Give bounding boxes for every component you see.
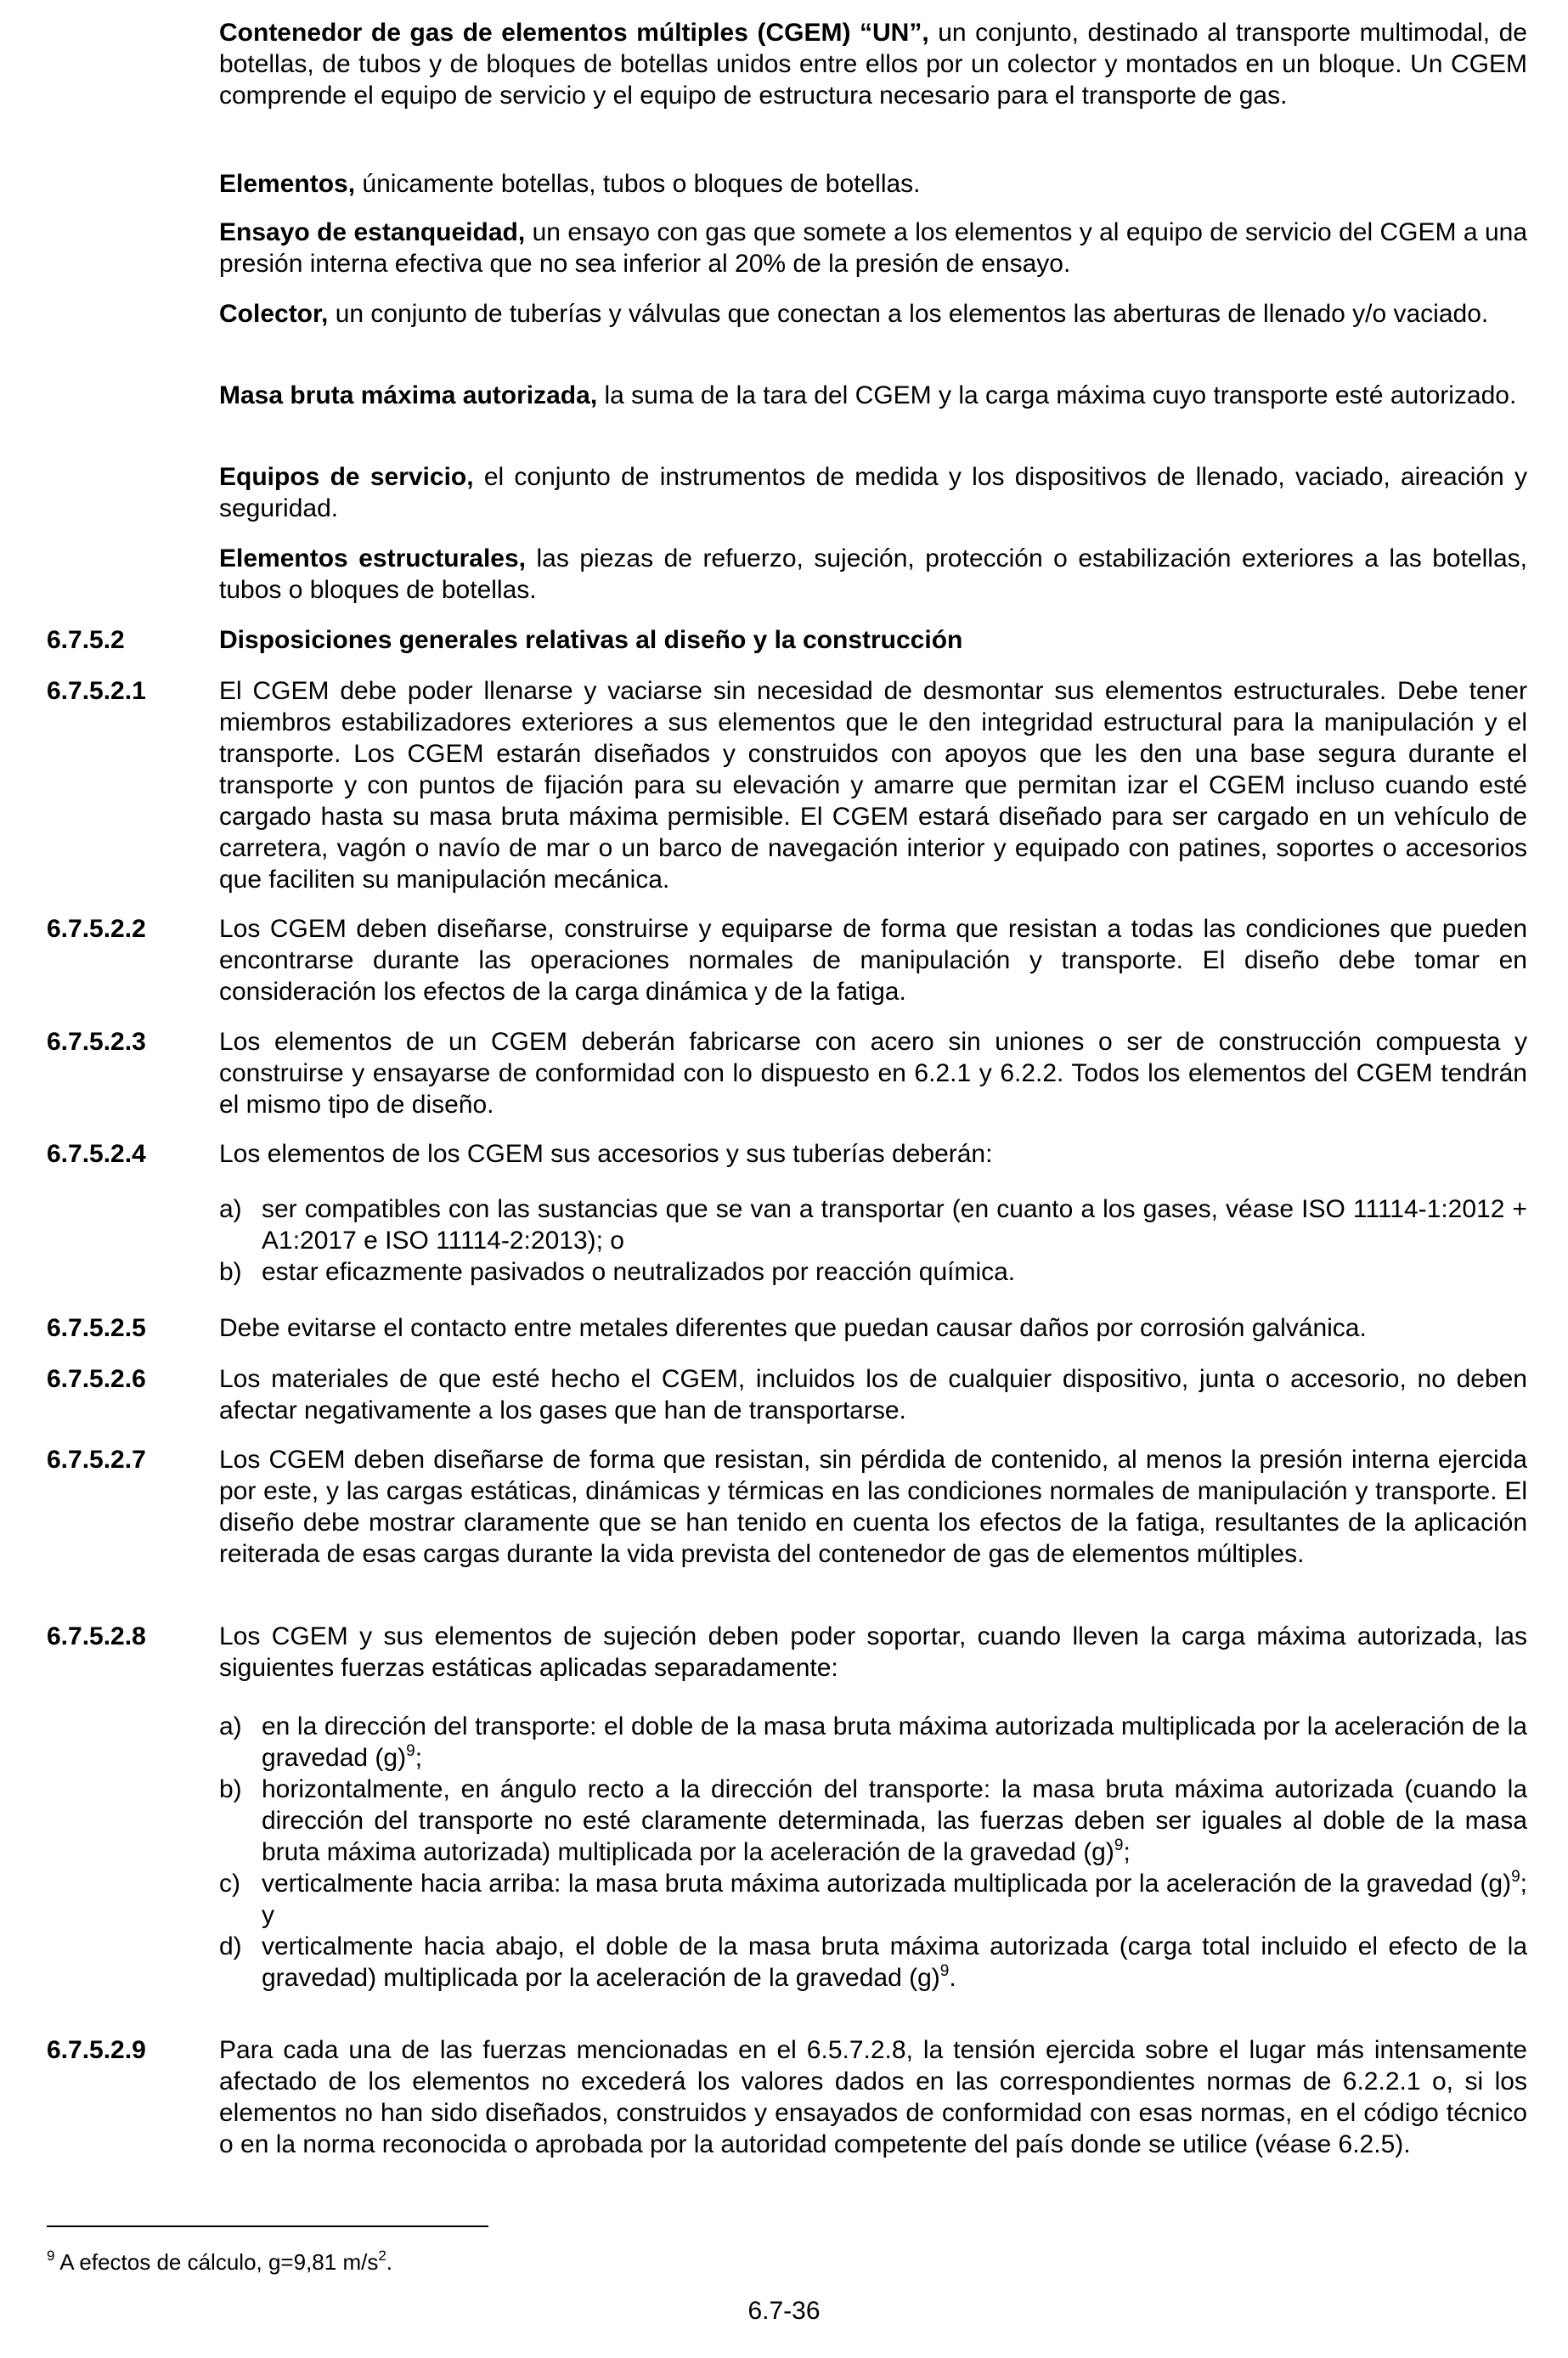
paragraph-text: Los materiales de que esté hecho el CGEM, incluidos los de cualquier dispositivo, junta o accesorio, no deben afectar negativamente a los gases que han de transportarse.	[219, 1365, 1527, 1424]
paragraph-number: 6.7.5.2.5	[47, 1314, 146, 1342]
footnote-reference: 9	[406, 1742, 415, 1760]
list-item	[219, 1711, 1527, 1774]
definition-ensayo-estanqueidad	[219, 217, 1527, 279]
paragraph-number: 6.7.5.2.8	[47, 1622, 146, 1650]
list-item-label: c)	[219, 1870, 240, 1898]
list-item	[219, 1868, 1527, 1931]
footnote-text: A efectos de cálculo, g=9,81 m/s	[59, 2249, 379, 2275]
definition-cgem	[219, 17, 1527, 111]
paragraph-number: 6.7.5.2.6	[47, 1365, 146, 1393]
list-item-text: horizontalmente, en ángulo recto a la dirección del transporte: la masa bruta máxima autorizada (cuando la dirección del transporte no esté claramente determinada, las fuerzas deben ser iguales al doble de la masa bruta máxima autorizada) multiplicada por la aceleración de la gravedad (g)	[262, 1775, 1527, 1866]
definition-text: un conjunto, destinado al transporte multimodal, de botellas, de tubos y de bloques de botellas unidos entre ellos por un colector y montados en un bloque. Un CGEM comprende el equipo de servicio y el equipo de estructura necesario para el transporte de gas.	[219, 19, 1527, 110]
definition-term: Elementos estructurales,	[219, 544, 526, 573]
paragraph-text: Los elementos de un CGEM deberán fabricarse con acero sin uniones o ser de construcción compuesta y construirse y ensayarse de conformidad con lo dispuesto en 6.2.1 y 6.2.2. Todos los elementos del CGEM tendrán el mismo tipo de diseño.	[219, 1028, 1527, 1119]
paragraph-number: 6.7.5.2.3	[47, 1028, 146, 1056]
footnote	[47, 2248, 392, 2276]
forces-list	[219, 1711, 1527, 1994]
list-item-end: ;	[415, 1744, 423, 1772]
footnote-reference: 9	[939, 1962, 950, 1980]
definition-text: únicamente botellas, tubos o bloques de botellas.	[355, 170, 921, 198]
definition-elementos	[219, 168, 1527, 200]
footnote-marker: 9	[47, 2248, 55, 2264]
footnote-exponent: 2	[378, 2248, 386, 2264]
list-item-label: b)	[219, 1775, 242, 1803]
paragraph-number: 6.7.5.2.7	[47, 1446, 146, 1474]
paragraph-text: Los elementos de los CGEM sus accesorios y sus tuberías deberán:	[219, 1140, 993, 1168]
paragraph-number: 6.7.5.2.4	[47, 1140, 146, 1168]
definition-term: Masa bruta máxima autorizada,	[219, 381, 598, 409]
list-item	[219, 1193, 1527, 1256]
definition-elementos-estructurales	[219, 543, 1527, 606]
paragraph-text: Los CGEM y sus elementos de sujeción deben poder soportar, cuando lleven la carga máxima autorizada, las siguientes fuerzas estáticas aplicadas separadamente:	[219, 1622, 1527, 1682]
section-number: 6.7.5.2	[47, 626, 125, 654]
list-item	[219, 1256, 1527, 1288]
footnote-reference: 9	[1114, 1836, 1124, 1854]
list-item	[219, 1774, 1527, 1868]
footnote-end: .	[386, 2249, 393, 2275]
list-item-end: .	[949, 1964, 956, 1992]
list-item-text: en la dirección del transporte: el doble de la masa bruta máxima autorizada multiplicada por la aceleración de la gravedad (g)	[262, 1712, 1527, 1772]
requirements-list	[219, 1193, 1527, 1288]
list-item-label: a)	[219, 1712, 242, 1740]
footnote-divider	[47, 2225, 488, 2227]
paragraph-text: Los CGEM deben diseñarse de forma que resistan, sin pérdida de contenido, al menos la presión interna ejercida por este, y las cargas estáticas, dinámicas y térmicas en las condiciones normales de manipulación y transporte. El diseño debe mostrar claramente que se han tenido en cuenta los efectos de la fatiga, resultantes de la aplicación reiterada de esas cargas durante la vida prevista del contenedor de gas de elementos múltiples.	[219, 1446, 1527, 1568]
paragraph-text: Los CGEM deben diseñarse, construirse y equiparse de forma que resistan a todas las condiciones que pueden encontrarse durante las operaciones normales de manipulación y transporte. El diseño debe tomar en consideración los efectos de la carga dinámica y de la fatiga.	[219, 915, 1527, 1006]
list-item-text: ser compatibles con las sustancias que se van a transportar (en cuanto a los gases, véase ISO 11114-1:2012 + A1:2017 e ISO 11114-2:2013); o	[262, 1195, 1527, 1255]
paragraph-text: El CGEM debe poder llenarse y vaciarse sin necesidad de desmontar sus elementos estructurales. Debe tener miembros estabilizadores exteriores a sus elementos que le den integridad estructural para la manipulación y el transporte. Los CGEM estarán diseñados y construidos con apoyos que les den una base segura durante el transporte y con puntos de fijación para su elevación y amarre que permitan izar el CGEM incluso cuando esté cargado hasta su masa bruta máxima permisible. El CGEM estará diseñado para ser cargado en un vehículo de carretera, vagón o navío de mar o un barco de navegación interior y equipado con patines, soportes o accesorios que faciliten su manipulación mecánica.	[219, 677, 1527, 894]
definition-text: las piezas de refuerzo, sujeción, protección o estabilización exteriores a las botellas, tubos o bloques de botellas.	[219, 544, 1527, 604]
definition-term: Ensayo de estanqueidad,	[219, 218, 526, 246]
list-item-end: ; y	[262, 1870, 1527, 1929]
list-item-label: d)	[219, 1932, 242, 1960]
definition-term: Colector,	[219, 300, 329, 328]
footnote-reference: 9	[1511, 1868, 1520, 1886]
page-number: 6.7-36	[747, 2297, 821, 2325]
paragraph-text: Para cada una de las fuerzas mencionadas en el 6.5.7.2.8, la tensión ejercida sobre el lugar más intensamente afectado de los elementos no excederá los valores dados en las correspondientes normas de 6.2.2.1 o, si los elementos no han sido diseñados, construidos y ensayados de conformidad con esas normas, en el código técnico o en la norma reconocida o aprobada por la autoridad competente del país donde se utilice (véase 6.2.5).	[219, 2036, 1527, 2158]
definition-term: Equipos de servicio,	[219, 463, 474, 491]
section-title: Disposiciones generales relativas al diseño y la construcción	[219, 626, 963, 654]
list-item-text: estar eficazmente pasivados o neutralizados por reacción química.	[262, 1258, 1016, 1286]
definition-text: la suma de la tara del CGEM y la carga máxima cuyo transporte esté autorizado.	[597, 381, 1517, 409]
paragraph-number: 6.7.5.2.1	[47, 677, 146, 705]
list-item-text: verticalmente hacia abajo, el doble de la masa bruta máxima autorizada (carga total incluido el efecto de la gravedad) multiplicada por la aceleración de la gravedad (g)	[262, 1932, 1527, 1992]
definition-term: Contenedor de gas de elementos múltiples (CGEM) “UN”,	[219, 19, 929, 47]
definition-term: Elementos,	[219, 170, 356, 198]
definition-text: un conjunto de tuberías y válvulas que conectan a los elementos las aberturas de llenado y/o vaciado.	[328, 300, 1489, 328]
definition-text: un ensayo con gas que somete a los elementos y al equipo de servicio del CGEM a una presión interna efectiva que no sea inferior al 20% de la presión de ensayo.	[219, 218, 1527, 278]
list-item-text: verticalmente hacia arriba: la masa bruta máxima autorizada multiplicada por la aceleración de la gravedad (g)	[262, 1870, 1512, 1898]
paragraph-text: Debe evitarse el contacto entre metales diferentes que puedan causar daños por corrosión galvánica.	[219, 1314, 1367, 1342]
definition-colector	[219, 298, 1527, 330]
list-item-label: a)	[219, 1195, 242, 1223]
definition-text: el conjunto de instrumentos de medida y los dispositivos de llenado, vaciado, aireación y seguridad.	[219, 463, 1527, 522]
list-item-label: b)	[219, 1258, 242, 1286]
definition-masa-bruta	[219, 380, 1527, 411]
list-item	[219, 1931, 1527, 1994]
definition-equipos-servicio	[219, 461, 1527, 524]
paragraph-number: 6.7.5.2.9	[47, 2036, 146, 2064]
paragraph-number: 6.7.5.2.2	[47, 915, 146, 943]
list-item-end: ;	[1123, 1838, 1131, 1866]
